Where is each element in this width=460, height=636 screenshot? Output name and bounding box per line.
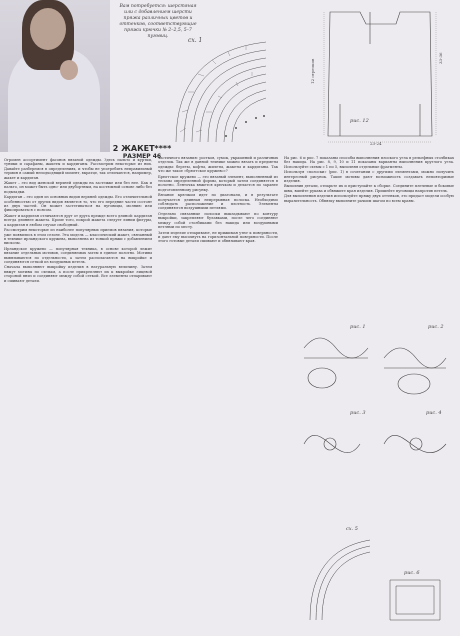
paragraph: частичного вязания: ростков, сумок, украшений и различных отделок. Так же в данной технике можно вязать и предметы одежды: береты, кофты, жилеты, жакеты и кардиганы. Так что же такое «брюггское кружево»?	[158, 156, 278, 174]
figures-3-4	[300, 404, 450, 484]
paragraph: На рис. 6 и рис. 7 показаны способы выполнения плоского угла в рельефных столбиках без накида. На рис. 8, 9, 10 и 11 показаны варианты выполнения круглого угла. Используйте схемы с 1 по 5, выполняя отдельные фрагменты.	[284, 156, 454, 169]
scheme-5-label: сх. 5	[346, 526, 358, 532]
size-label: РАЗМЕР 46	[122, 153, 162, 160]
fig-3-label: рис. 3	[350, 410, 366, 416]
paragraph: Ирландское кружево — популярная техника, в основе которой лежит вязание отдельных мотивов, соединяемых затем в единое полотно. Мотивы вывязываются по отдельности, а затем располагаются на выкройке и соединяются сеткой из воздушных петель.	[4, 246, 152, 264]
fig-1-label: рис. 1	[350, 324, 366, 330]
fig-2-label: рис. 2	[428, 324, 444, 330]
paragraph: Жакет и кардиган отличаются друг от друга прежде всего длиной: кардиган всегда длиннее жакета. Кроме того, покрой жакета следует линии фигуры, а кардиган в любом случае свободный.	[4, 213, 152, 227]
paragraph: Огромен ассортимент фасонов вязаной одежды. Здесь пальто и куртки, туники и сарафаны, жакеты и кардиганы. Рассмотрим некоторые из них. Давайте разберемся в определениях, и чтобы не употребить неправильный термин в самый неподходящий момент, вкратце, так отличаются, например, жакет и кардиган.	[4, 158, 152, 180]
paragraph: Кардиган – это один из основных видов верхней одежды. Его отличительной особенностью от других видов является то, что его передние части состоят из двух частей. Он может застегиваться на пуговицы, молнию или фиксироваться с поясом.	[4, 195, 152, 213]
paragraph: Используя «полоски» (рис. 1) в сочетании с другими элементами, можно получить интересный рисунок. Такие мотивы дают возможность создавать неповторимые изделия.	[284, 170, 454, 184]
fig-6-label: рис. 6	[404, 570, 420, 576]
model-photo	[0, 0, 110, 152]
face-shape	[30, 8, 66, 50]
text-column-2	[158, 156, 278, 245]
scheme-5-and-fig-6	[300, 520, 450, 630]
paragraph: Для выполнения изделия используйте пряжу двух оттенков, это придаст модели особую выразительность. Обвязку выполните рачьим шагом по всем краям.	[284, 194, 454, 203]
garment-pattern	[300, 4, 450, 146]
fig-4-label: рис. 4	[426, 410, 442, 416]
text-column-3	[284, 156, 454, 306]
fig-12-label: рис. 12	[350, 118, 369, 124]
scheme-1-diagram	[166, 32, 282, 152]
svg-text:23-24: 23-24	[370, 141, 382, 146]
paragraph: Сначала выполняют выкройку изделия в натуральную величину. Затем вяжут мотивы по схемам, а после прикрепляют их к выкройке лицевой стороной вниз и соединяют между собой сеткой. Все элементы отпаривают и сшивают детали.	[4, 265, 152, 283]
paragraph: Вязание крючком идет по диагонали, и в результате получается длинная непрерывная полоска. Необходимо соблюдать расположение и плотность. Элементы соединяются воздушными петлями.	[158, 193, 278, 211]
text-column-1	[4, 158, 152, 284]
materials-intro: Вам потребуется: шерстяная или с добавлением шерсти пряжа различных цветов и оттенков, соответствующие пряжи крючки № 2–2,5, 5–7 пуговиц.	[119, 4, 197, 39]
svg-text:12 отрезков: 12 отрезков	[310, 58, 315, 84]
svg-text:33-36: 33-36	[438, 52, 443, 64]
paragraph: Рассмотрим некоторые из наиболее популярных приемов вязания, которые уже появились в этом сезоне. Эта модель — классический жакет, связанный в технике ирландского кружева, выполнена из тонкой пряжи с добавлением вискозы.	[4, 228, 152, 246]
article-title: 2 ЖАКЕТ****	[112, 144, 172, 153]
paragraph: Жакет – это вид женской верхней одежды на застежке или без нее. Как и пальто, он может быть одно- или двубортным, на костюмной основе либо без подкладки.	[4, 181, 152, 194]
paragraph: Брюггское кружево — это вязаный элемент, выполненный из тесьмы определенной формы, который затем соединяется в полотно. Ленточка вяжется крючком и делается по заранее подготовленному рисунку.	[158, 174, 278, 192]
paragraph: Выполнив детали, отпарьте их и приступайте к сборке. Соедините плечевые и боковые швы, вшейте рукава и обвяжите края изделия. Пришейте пуговицы напротив петель.	[284, 184, 454, 193]
paragraph: Затем изделие отпаривают, не прижимая утюг к поверхности, и дают ему высохнуть на горизонтальной поверхности. После этого готовые детали сшивают и обвязывают края.	[158, 230, 278, 244]
scheme-1-label: сх. 1	[188, 37, 203, 44]
hand-shape	[60, 60, 78, 80]
figures-1-2	[300, 318, 450, 398]
paragraph: Отдельно связанные полоски выкладывают по контуру выкройки, закрепляют булавками, после чего соединяют между собой столбиками без накида или воздушными петлями по месту.	[158, 211, 278, 230]
